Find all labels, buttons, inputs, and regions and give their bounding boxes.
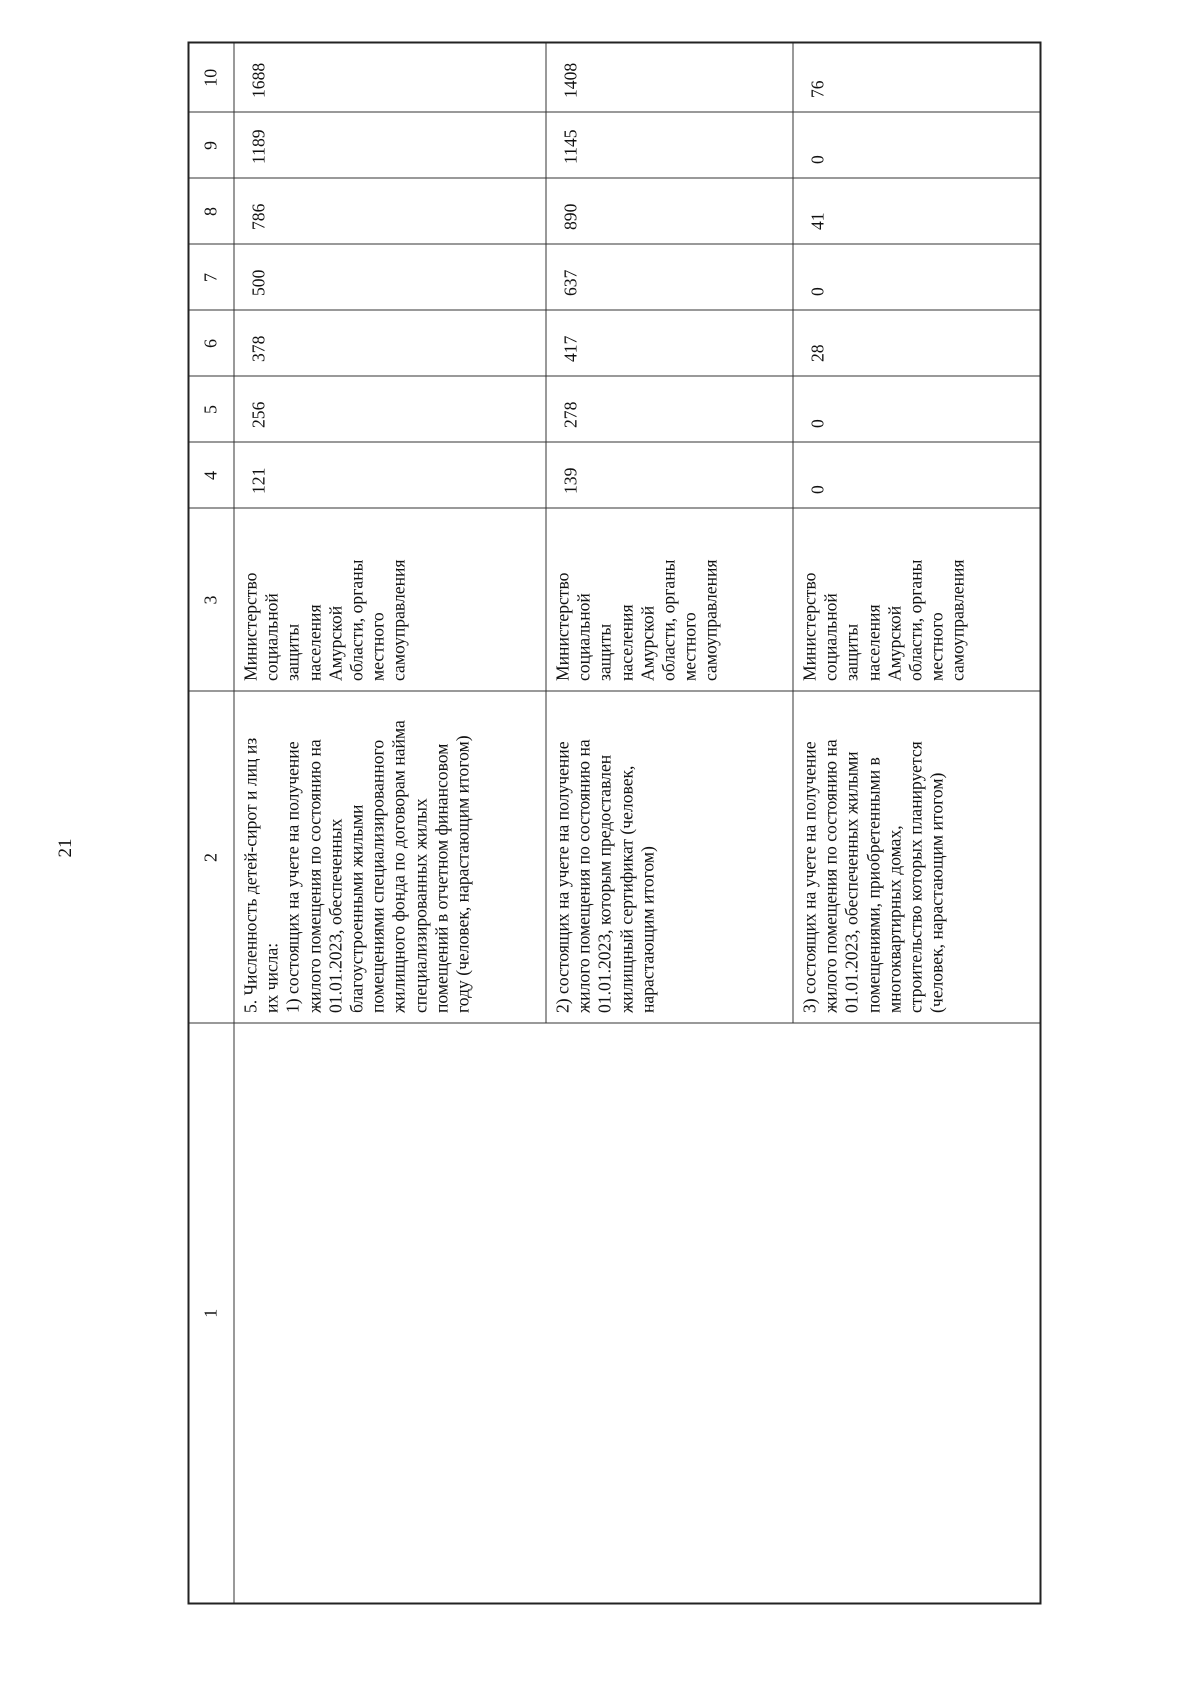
- value-cell: 1189: [234, 112, 546, 178]
- header-col-6: 6: [189, 310, 235, 376]
- value-cell: 637: [546, 244, 793, 310]
- value-cell: 0: [793, 442, 1041, 508]
- value-cell: 0: [793, 112, 1041, 178]
- value-cell: 76: [793, 42, 1041, 112]
- table-row: [234, 42, 546, 1603]
- header-col-10: 10: [189, 42, 235, 112]
- value-cell: 500: [234, 244, 546, 310]
- indicator-text: 5. Численность детей-сирот и лиц из их числа: 1) состоящих на учете на получение жилого помещения по состоянию на 01.01.2023, обеспеченных благоустроенными жилыми помещениями специализированного жилищного фонда по договорам найма специализированных жилых помещений в отчетном финансовом году (человек, нарастающим итогом): [234, 691, 546, 1023]
- header-col-1: 1: [189, 1023, 235, 1603]
- header-col-5: 5: [189, 376, 235, 442]
- value-cell: 1688: [234, 42, 546, 112]
- value-cell: 1408: [546, 42, 793, 112]
- responsible-text: Министерство социальной защиты населения Амурской области, органы местного самоуправления: [546, 508, 793, 691]
- header-col-7: 7: [189, 244, 235, 310]
- value-cell: 278: [546, 376, 793, 442]
- header-col-8: 8: [189, 178, 235, 244]
- header-col-3: 3: [189, 508, 235, 691]
- responsible-text: Министерство социальной защиты населения Амурской области, органы местного самоуправления: [793, 508, 1041, 691]
- value-cell: 28: [793, 310, 1041, 376]
- indicator-text: 2) состоящих на учете на получение жилого помещения по состоянию на 01.01.2023, которым предоставлен жилищный сертификат (человек, нарастающим итогом): [546, 691, 793, 1023]
- indicator-text: 3) состоящих на учете на получение жилого помещения по состоянию на 01.01.2023, обеспеченных жилыми помещениями, приобретенными в многоквартирных домах, строительство которых планируется (человек, нарастающим итогом): [793, 691, 1041, 1023]
- value-cell: 41: [793, 178, 1041, 244]
- value-cell: 890: [546, 178, 793, 244]
- header-col-9: 9: [189, 112, 235, 178]
- page-number: 21: [55, 838, 76, 858]
- indicator-table: [188, 41, 1042, 1604]
- value-cell: 121: [234, 442, 546, 508]
- header-col-4: 4: [189, 442, 235, 508]
- value-cell: 139: [546, 442, 793, 508]
- header-col-2: 2: [189, 691, 235, 1023]
- responsible-text: Министерство социальной защиты населения Амурской области, органы местного самоуправления: [234, 508, 546, 691]
- value-cell: 0: [793, 244, 1041, 310]
- value-cell: 256: [234, 376, 546, 442]
- header-row: [189, 42, 235, 1603]
- value-cell: 417: [546, 310, 793, 376]
- value-cell: 0: [793, 376, 1041, 442]
- col1-cell: [234, 1023, 1041, 1603]
- value-cell: 786: [234, 178, 546, 244]
- value-cell: 378: [234, 310, 546, 376]
- rotated-table-container: [188, 62, 993, 1604]
- value-cell: 1145: [546, 112, 793, 178]
